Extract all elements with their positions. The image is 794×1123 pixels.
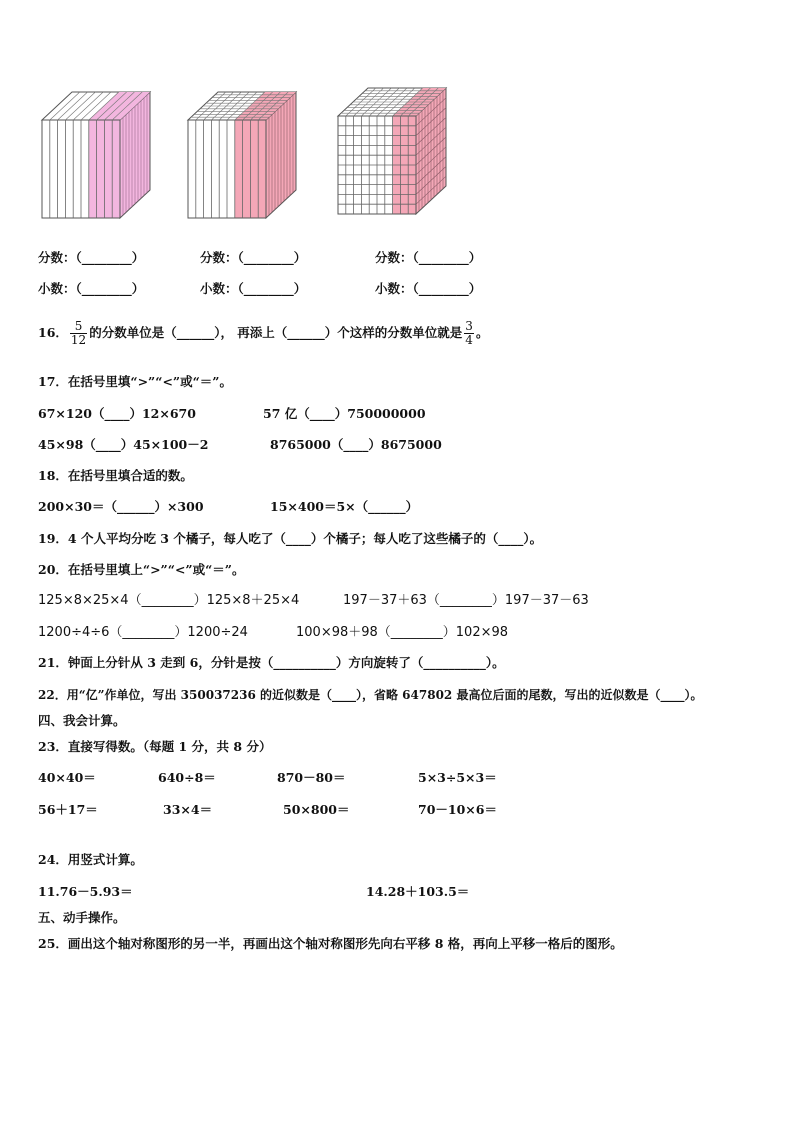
question-16: 16． $\frac{5}{12}$ 的分数单位是（______）， 再添上（______）个这样的分数单位就是 $\frac{3}{4}$ 。 [38,319,489,347]
decimal-answer-3: 小数：（________） [375,281,482,296]
question-22: 22．用“亿”作单位，写出 350037236 的近似数是（____），省略 647802 最高位后面的尾数，写出的近似数是（____）。 [38,688,703,702]
q24-title: 24．用竖式计算。 [38,852,143,867]
q16-fraction-3-4: $\frac{3}{4}$ [465,319,473,347]
q23-item-6: 33×4＝ [163,802,213,817]
decimal-answer-1: 小数：（________） [38,281,145,296]
q23-item-3: 870－80＝ [277,770,346,785]
q20-item-c: 1200÷4÷6（________）1200÷24 [38,625,248,640]
question-21: 21．钟面上分针从 3 走到 6，分针是按（__________）方向旋转了（__________）。 [38,655,505,670]
section-4-heading: 四、我会计算。 [38,713,126,728]
q23-item-1: 40×40＝ [38,770,96,785]
cube-figure-1 [36,84,166,224]
q20-item-a: 125×8×25×4（________）125×8＋25×4 [38,593,300,608]
q17-title: 17．在括号里填“>”“<”或“＝”。 [38,374,232,389]
q18-item-a: 200×30＝（______）×300 [38,499,204,514]
q24-item-a: 11.76－5.93＝ [38,884,133,899]
q17-item-d: 8765000（____）8675000 [270,437,442,452]
q17-item-b: 57 亿（____）750000000 [263,406,426,421]
section-5-heading: 五、动手操作。 [38,910,126,925]
q18-item-b: 15×400＝5×（______） [270,499,419,514]
q16-number: 16． [38,325,68,340]
cube-figure-3 [332,80,462,220]
q16-text: 的分数单位是（______）， 再添上（______）个这样的分数单位就是 [89,325,463,340]
q23-item-4: 5×3÷5×3＝ [418,770,497,785]
question-19: 19．4 个人平均分吃 3 个橘子，每人吃了（____）个橘子；每人吃了这些橘子的（____）。 [38,531,543,546]
decimal-answer-2: 小数：（________） [200,281,307,296]
q18-title: 18．在括号里填合适的数。 [38,468,193,483]
q23-title: 23．直接写得数。（每题 1 分，共 8 分） [38,739,272,754]
fraction-answer-1: 分数：（________） [38,250,145,265]
fraction-answer-2: 分数：（________） [200,250,307,265]
q24-item-b: 14.28＋103.5＝ [366,884,470,899]
q23-item-2: 640÷8＝ [158,770,216,785]
cube-figure-2 [182,84,312,224]
question-25: 25．画出这个轴对称图形的另一半，再画出这个轴对称图形先向右平移 8 格，再向上平移一格后的图形。 [38,936,623,951]
q23-item-5: 56＋17＝ [38,802,98,817]
q23-item-7: 50×800＝ [283,802,350,817]
fraction-answer-3: 分数：（________） [375,250,482,265]
q20-item-d: 100×98＋98（________）102×98 [296,625,509,640]
q17-item-a: 67×120（____）12×670 [38,406,196,421]
q20-title: 20．在括号里填上“>”“<”或“＝”。 [38,562,245,577]
q16-fraction-5-12: $\frac{5}{12}$ [70,319,87,347]
q17-item-c: 45×98（____）45×100－2 [38,437,209,452]
q20-item-b: 197－37＋63（________）197－37－63 [343,593,589,608]
q23-item-8: 70－10×6＝ [418,802,497,817]
